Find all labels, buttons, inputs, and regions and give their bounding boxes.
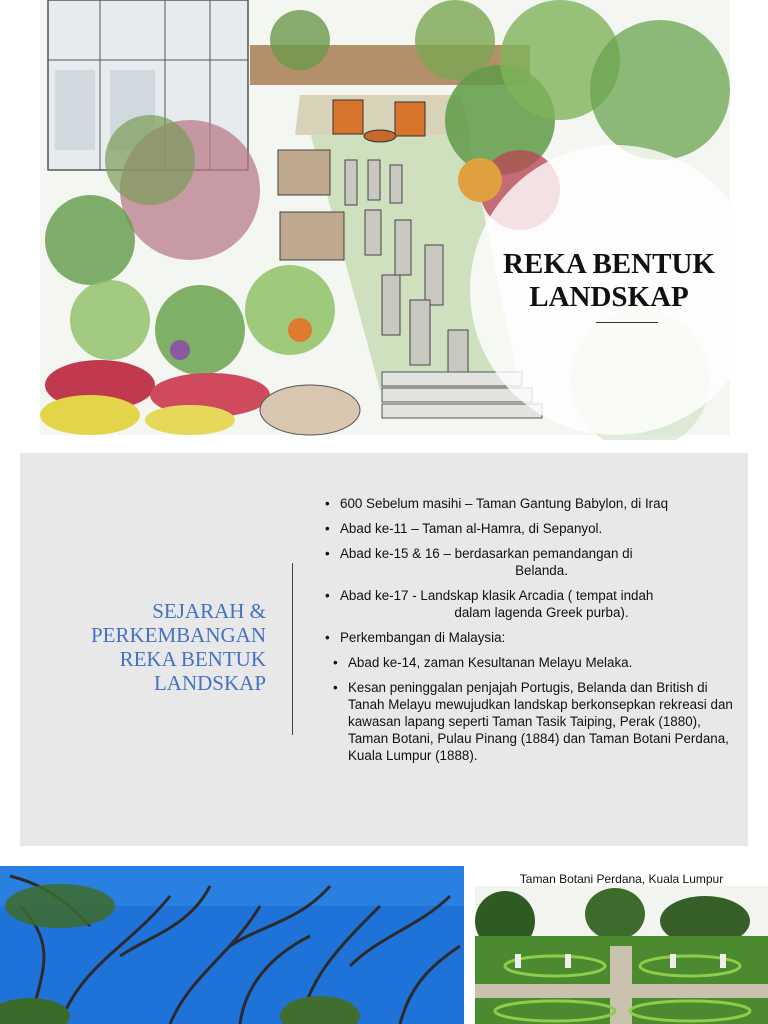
- list-item-text: 600 Sebelum masihi – Taman Gantung Babylon, di Iraq: [340, 496, 669, 511]
- list-item-text: Abad ke-15 & 16 – berdasarkan pemandangan di: [340, 546, 633, 561]
- list-item: [323, 545, 743, 579]
- list-item-text: Abad ke-14, zaman Kesultanan Melayu Melaka.: [348, 655, 633, 670]
- garden-photo: [475, 866, 768, 1024]
- list-item-continuation: dalam lagenda Greek purba).: [454, 605, 629, 620]
- history-bullet-list: [323, 495, 743, 772]
- hero-title-line-2: LANDSKAP: [529, 281, 689, 313]
- list-item-text: Perkembangan di Malaysia:: [340, 630, 506, 645]
- list-item-text: Kesan peninggalan penjajah Portugis, Belanda dan British di Tanah Melayu mewujudkan landskap berkonsepkan rekreasi dan kawasan lapang seperti Taman Tasik Taiping, Perak (1880), Taman Botani, Pulau Pinang (1884) dan Taman Botani Perdana, Kuala Lumpur (1888).: [348, 680, 733, 763]
- title-underline: [596, 322, 658, 323]
- hero-title: [480, 248, 738, 314]
- garden-sketch-icon: [0, 0, 768, 440]
- heading-line-2: PERKEMBANGAN: [90, 623, 266, 647]
- list-item: [323, 495, 743, 512]
- hero-illustration: [0, 0, 768, 440]
- section-heading: [60, 599, 266, 695]
- list-item: [323, 587, 743, 621]
- tree-photo: [0, 866, 464, 1024]
- list-item-text: Abad ke-17 - Landskap klasik Arcadia ( tempat indah: [340, 588, 654, 603]
- vertical-divider: [292, 563, 293, 735]
- formal-garden-photo-icon: [475, 866, 768, 1024]
- heading-line-3: REKA BENTUK: [119, 647, 266, 671]
- photo-caption: Taman Botani Perdana, Kuala Lumpur: [519, 872, 724, 886]
- history-panel: [20, 453, 748, 846]
- sub-list-item: [323, 654, 743, 671]
- list-item-text: Abad ke-11 – Taman al-Hamra, di Sepanyol.: [340, 521, 603, 536]
- heading-line-4: LANDSKAP: [153, 671, 266, 695]
- list-item: [323, 629, 743, 646]
- hero-title-line-1: REKA BENTUK: [503, 248, 715, 280]
- heading-line-1: SEJARAH &: [152, 599, 266, 623]
- list-item-continuation: Belanda.: [515, 563, 568, 578]
- list-item: [323, 520, 743, 537]
- sub-list-item: [323, 679, 743, 764]
- tree-photo-icon: [0, 866, 464, 1024]
